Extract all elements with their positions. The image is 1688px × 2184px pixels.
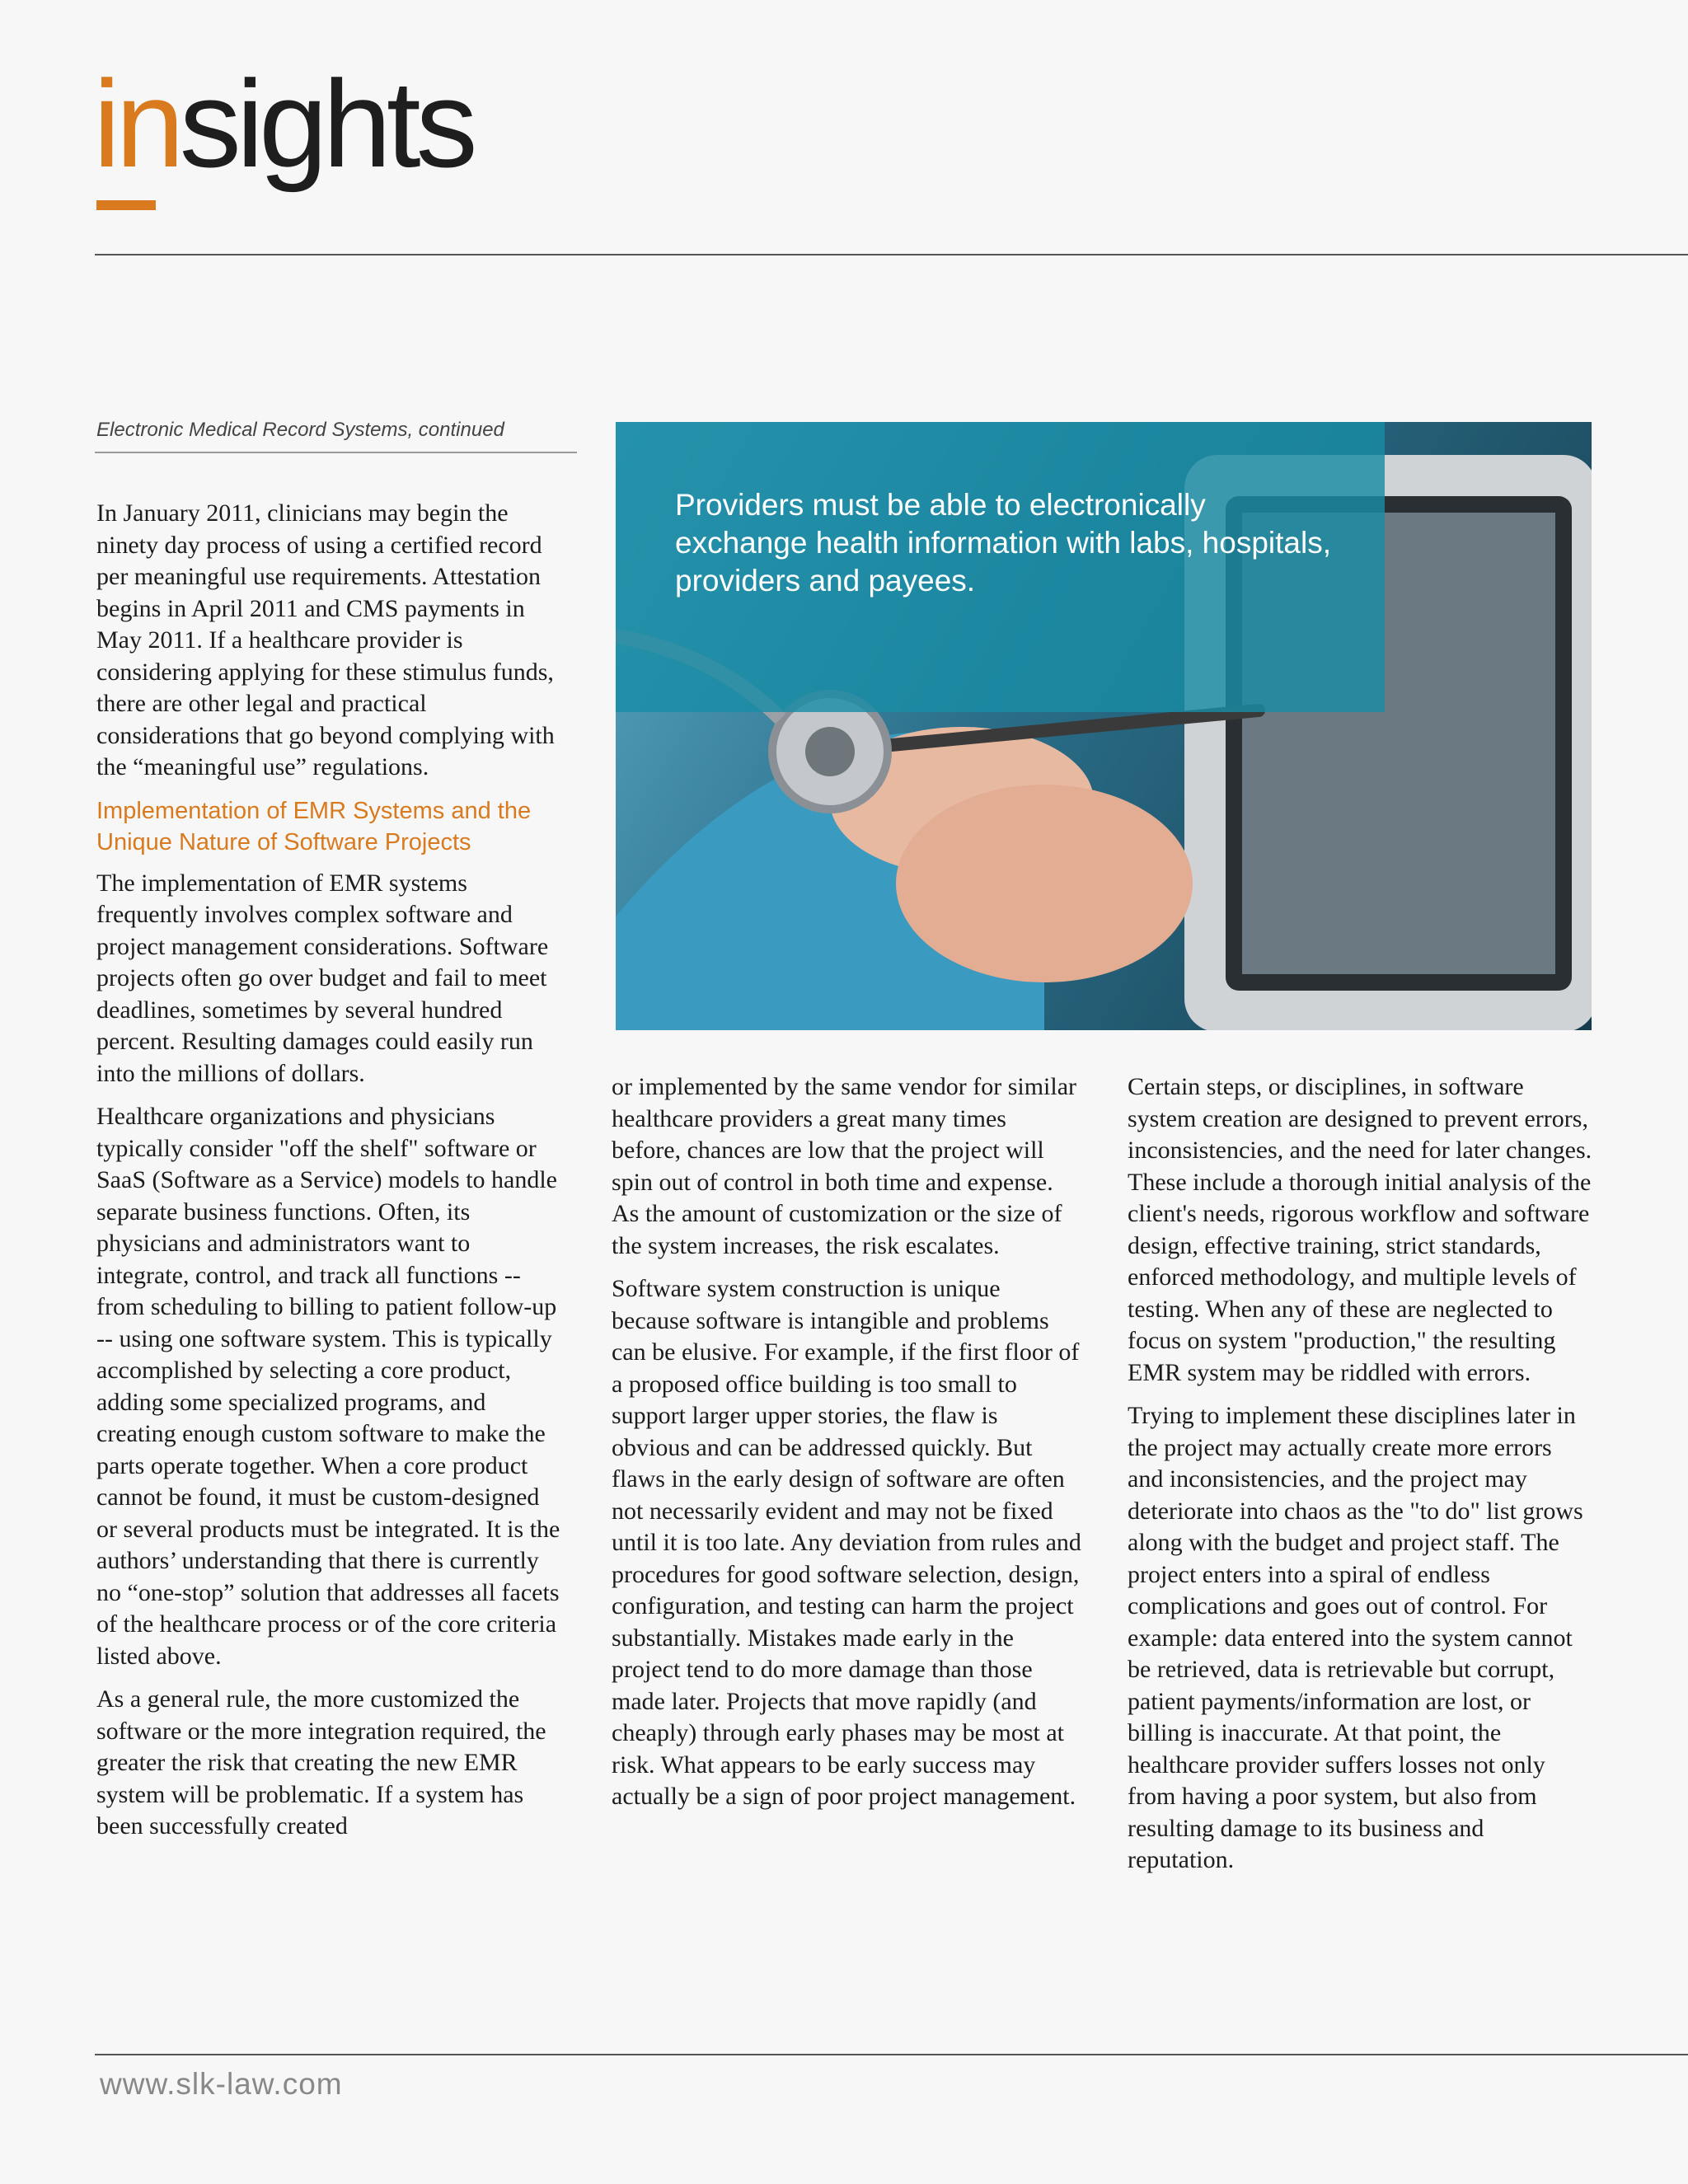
footer-url[interactable]: www.slk-law.com: [100, 2067, 343, 2101]
column-3: [1128, 1071, 1593, 1888]
logo-highlight: in: [93, 54, 180, 193]
paragraph-5: or implemented by the same vendor for similar healthcare providers a great many times before, chances are low that the project will spin out of control in both time and expense. As the amount of customization or the size of the system increases, the risk escalates.: [612, 1073, 1077, 1259]
quote-box: [616, 422, 1385, 712]
column-1: [96, 498, 562, 1854]
column-2: [612, 1071, 1081, 1825]
paragraph-7: Certain steps, or disciplines, in software system creation are designed to prevent errors, inconsistencies, and the need for later changes. These include a thorough initial analysis of the client's needs, rigorous workflow and software design, effective training, strict standards, enforced methodology, and multiple levels of testing. When any of these are neglected to focus on system "production," the resulting EMR system may be riddled with errors.: [1128, 1073, 1592, 1386]
paragraph-6: Software system construction is unique because software is intangible and problems can be elusive. For example, if the first floor of a proposed office building is too small to support larger upper stories, the flaw is obvious and can be addressed quickly. But flaws in the early design of software are often not necessarily evident and may not be fixed until it is too late. Any deviation from rules and procedures for good software selection, design, configuration, and testing can harm the project substantially. Mistakes made early in the project tend to do more damage than those made later. Projects that move rapidly (and cheaply) through early phases may be most at risk. What appears to be early success may actually be a sign of poor project management.: [612, 1275, 1081, 1810]
logo-rest: sights: [179, 54, 473, 193]
logo-underline: [96, 200, 156, 210]
paragraph-3: Healthcare organizations and physicians typically consider "off the shelf" software or SaaS (Software as a Service) models to handle separate business functions. Often, its physicians and administrators want to integrate, control, and track all functions -- from scheduling to billing to patient follow-up -- using one software system. This is typically accomplished by selecting a core product, adding some specialized programs, and creating enough custom software to make the parts operate together. When a core product cannot be found, it must be custom-designed or several products must be integrated. It is the authors’ understanding that there is currently no “one-stop” solution that addresses all facets of the healthcare process or of the core criteria listed above.: [96, 1103, 560, 1670]
section-heading: Implementation of EMR Systems and the Unique Nature of Software Projects: [96, 797, 532, 855]
paragraph-4: As a general rule, the more customized the software or the more integration required, the greater the risk that creating the new EMR system will be problematic. If a system has been successfully created: [96, 1685, 546, 1840]
continued-label: Electronic Medical Record Systems, continued: [96, 419, 504, 441]
continued-rule: [95, 452, 577, 453]
footer-rule: [95, 2054, 1688, 2055]
paragraph-8: Trying to implement these disciplines later in the project may actually create more errors and inconsistencies, and the project may deteriorate into chaos as the "to do" list grows along with the budget and project staff. The project enters into a spiral of endless complications and goes out of control. For example: data entered into the system cannot be retrieved, data is retrievable but corrupt, patient payments/information are lost, or billing is inaccurate. At that point, the healthcare provider suffers losses not only from having a poor system, but also from resulting damage to its business and reputation.: [1128, 1402, 1583, 1873]
stethoscope-tablet-photo: [616, 422, 1592, 1030]
insights-logo: [93, 54, 473, 193]
header-rule: [95, 254, 1688, 255]
paragraph-2: The implementation of EMR systems frequently involves complex software and project management considerations. Software projects often go over budget and fail to meet deadlines, sometimes by several hundred percent. Resulting damages could easily run into the millions of dollars.: [96, 869, 549, 1087]
paragraph-1: In January 2011, clinicians may begin the ninety day process of using a certified record per meaningful use requirements. Attestation begins in April 2011 and CMS payments in May 2011. If a healthcare provider is considering applying for these stimulus funds, there are other legal and practical considerations that go beyond complying with the “meaningful use” regulations.: [96, 499, 555, 780]
pull-quote: Providers must be able to electronically exchange health information with labs, hospitals, providers and payees.: [675, 488, 1331, 598]
